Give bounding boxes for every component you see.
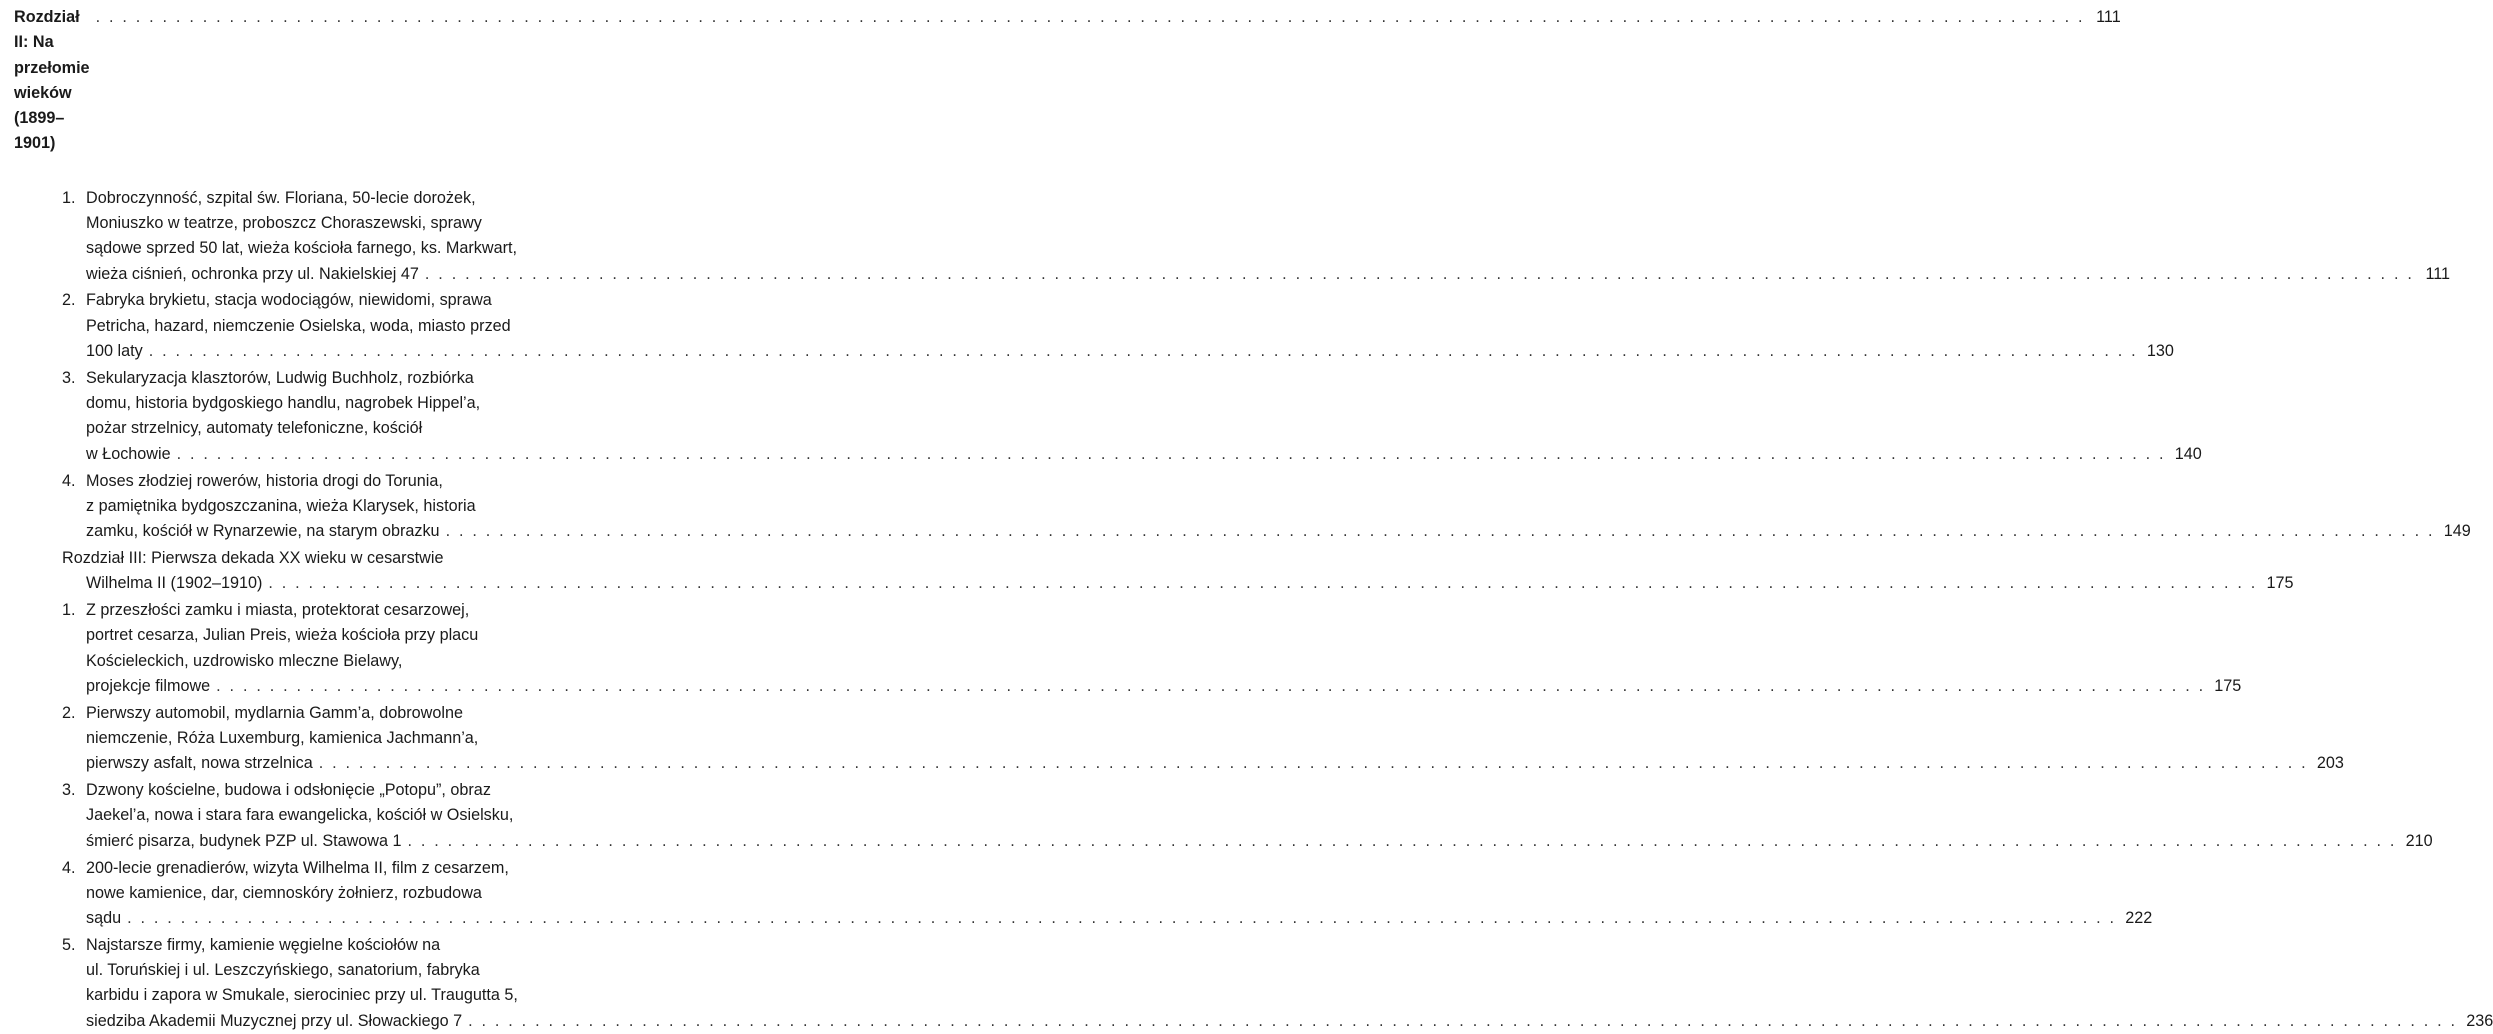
- leader-dots: [446, 519, 2435, 544]
- entry-text: [86, 933, 2493, 1034]
- entry-page-number: 175: [2214, 676, 2242, 695]
- toc-entry: [14, 933, 2493, 1034]
- entry-text: [86, 288, 2174, 364]
- entry-line: projekcje filmowe: [86, 676, 211, 695]
- entry-last-line: [86, 751, 2344, 776]
- entry-last-line: [86, 442, 2202, 467]
- entry-last-line: [86, 519, 2471, 544]
- entry-line: wieża ciśnień, ochronka przy ul. Nakielskiej 47: [86, 264, 419, 283]
- entry-text: [86, 469, 2471, 545]
- entry-line: śmierć pisarza, budynek PZP ul. Stawowa 1: [86, 831, 402, 850]
- leader-dots: [425, 262, 2414, 287]
- chapter-2-title: Rozdział II: Na przełomie wieków (1899–1901): [14, 8, 90, 153]
- entry-line: domu, historia bydgoskiego handlu, nagrobek Hippel’a,: [86, 394, 481, 413]
- entry-page-number: 149: [2443, 522, 2471, 541]
- toc-entry: [14, 469, 2471, 545]
- entry-line: Moses złodziej rowerów, historia drogi do Torunia,: [86, 471, 443, 490]
- toc-entry: [14, 366, 2202, 467]
- entry-line: Kościeleckich, uzdrowisko mleczne Bielawy,: [86, 651, 403, 670]
- leader-dots: [177, 442, 2166, 467]
- chapter-3-title-line-2: Wilhelma II (1902–1910): [86, 574, 263, 593]
- entry-line: pożar strzelnicy, automaty telefoniczne, kościół: [86, 419, 423, 438]
- entry-number: 3.: [62, 368, 76, 387]
- entry-page-number: 203: [2316, 754, 2344, 773]
- entry-text: [86, 778, 2433, 854]
- chapter-3-title-line-2-row: [62, 571, 2294, 596]
- entry-line: Petricha, hazard, niemczenie Osielska, woda, miasto przed: [86, 316, 511, 335]
- toc-entry: [14, 186, 2451, 287]
- entry-line: Pierwszy automobil, mydlarnia Gamm’a, dobrowolne: [86, 703, 463, 722]
- chapter-2-entries: [14, 186, 2471, 545]
- entry-text: [86, 598, 2241, 699]
- entry-page-number: 140: [2174, 444, 2202, 463]
- toc-entry: [14, 701, 2344, 777]
- entry-line: Z przeszłości zamku i miasta, protektorat cesarzowej,: [86, 601, 470, 620]
- toc-entry: [14, 288, 2174, 364]
- entry-last-line: [86, 829, 2433, 854]
- entry-page-number: 210: [2405, 831, 2433, 850]
- entry-line: w Łochowie: [86, 444, 171, 463]
- chapter-3-title-line-1: Rozdział III: Pierwsza dekada XX wieku w cesarstwie: [62, 548, 444, 567]
- toc-entry: [14, 856, 2153, 932]
- entry-text: [86, 856, 2152, 932]
- toc-entry: [14, 598, 2242, 699]
- entry-line: zamku, kościół w Rynarzewie, na starym obrazku: [86, 522, 440, 541]
- entry-page-number: 236: [2466, 1011, 2493, 1030]
- entry-number: 1.: [62, 601, 76, 620]
- leader-dots: [319, 751, 2308, 776]
- entry-number: 4.: [62, 471, 76, 490]
- entry-page-number: 130: [2146, 342, 2174, 361]
- chapter-2-page: 111: [2096, 8, 2121, 26]
- chapter-3-entries: [14, 598, 2493, 1034]
- entry-number: 2.: [62, 291, 76, 310]
- entry-last-line: [86, 906, 2152, 931]
- leader-dots: [268, 571, 2257, 596]
- entry-number: 2.: [62, 703, 76, 722]
- entry-line: Dobroczynność, szpital św. Floriana, 50-lecie dorożek,: [86, 188, 476, 207]
- entry-line: niemczenie, Róża Luxemburg, kamienica Jachmann’a,: [86, 729, 479, 748]
- entry-number: 5.: [62, 935, 76, 954]
- entry-line: Najstarsze firmy, kamienie węgielne kościołów na: [86, 935, 441, 954]
- entry-line: ul. Toruńskiej i ul. Leszczyńskiego, sanatorium, fabryka: [86, 961, 480, 980]
- leader-dots: [96, 5, 2085, 30]
- entry-number: 4.: [62, 858, 76, 877]
- entry-line: siedziba Akademii Muzycznej przy ul. Słowackiego 7: [86, 1011, 463, 1030]
- entry-line: karbidu i zapora w Smukale, sierociniec przy ul. Traugutta 5,: [86, 986, 518, 1005]
- entry-line: portret cesarza, Julian Preis, wieża kościoła przy placu: [86, 626, 479, 645]
- entry-last-line: [86, 339, 2174, 364]
- leader-dots: [127, 906, 2116, 931]
- entry-line: 100 laty: [86, 342, 143, 361]
- leader-dots: [408, 829, 2397, 854]
- entry-last-line: [86, 674, 2241, 699]
- entry-number: 3.: [62, 781, 76, 800]
- chapter-3-page: 175: [2266, 574, 2294, 593]
- entry-text: [86, 701, 2344, 777]
- entry-number: 1.: [62, 188, 76, 207]
- leader-dots: [216, 674, 2205, 699]
- entry-line: sądowe sprzed 50 lat, wieża kościoła farnego, ks. Markwart,: [86, 239, 517, 258]
- entry-line: nowe kamienice, dar, ciemnoskóry żołnierz, rozbudowa: [86, 883, 482, 902]
- entry-text: [86, 366, 2202, 467]
- entry-line: sądu: [86, 909, 122, 928]
- entry-line: pierwszy asfalt, nowa strzelnica: [86, 754, 313, 773]
- entry-last-line: [86, 1009, 2493, 1034]
- entry-page-number: 111: [2425, 264, 2451, 283]
- entry-line: z pamiętnika bydgoszczanina, wieża Klarysek, historia: [86, 496, 476, 515]
- entry-line: Fabryka brykietu, stacja wodociągów, niewidomi, sprawa: [86, 291, 492, 310]
- entry-line: 200-lecie grenadierów, wizyta Wilhelma II, film z cesarzem,: [86, 858, 509, 877]
- entry-text: [86, 186, 2450, 287]
- entry-line: Jaekel’a, nowa i stara fara ewangelicka, kościół w Osielsku,: [86, 806, 514, 825]
- entry-page-number: 222: [2125, 909, 2153, 928]
- toc-entry: [14, 778, 2433, 854]
- entry-line: Sekularyzacja klasztorów, Ludwig Buchholz, rozbiórka: [86, 368, 474, 387]
- entry-line: Moniuszko w teatrze, proboszcz Choraszewski, sprawy: [86, 214, 482, 233]
- chapter-2-heading: [14, 5, 2121, 157]
- leader-dots: [149, 339, 2138, 364]
- chapter-3-heading: [62, 546, 2294, 597]
- leader-dots: [468, 1009, 2457, 1034]
- entry-line: Dzwony kościelne, budowa i odsłonięcie „Potopu”, obraz: [86, 781, 491, 800]
- entry-last-line: [86, 262, 2450, 287]
